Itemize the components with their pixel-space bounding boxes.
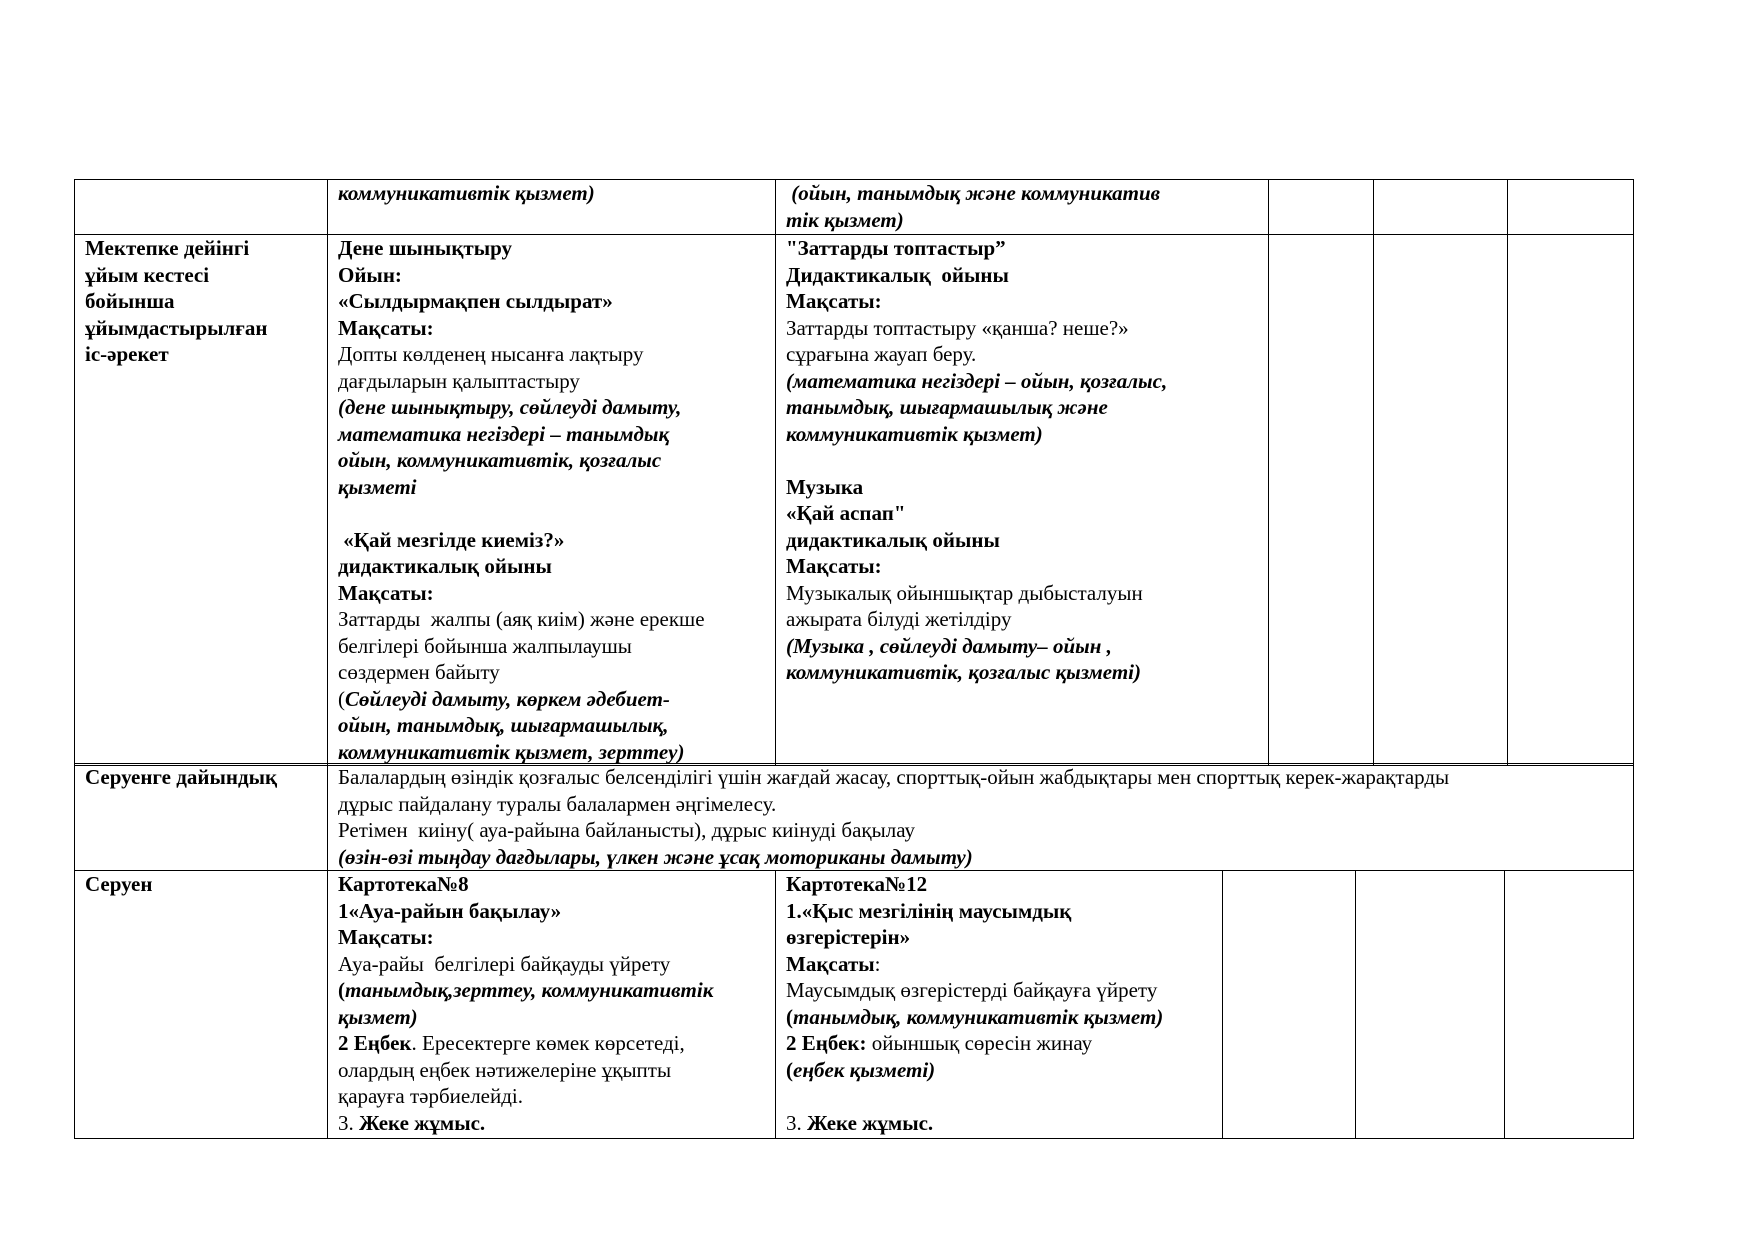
- empty-cell: [1374, 180, 1508, 235]
- paren-open: (: [338, 978, 345, 1002]
- goal-text: Заттарды топтастыру «қанша? неше?»: [786, 315, 1129, 340]
- observation-title: өзгерістерін»: [786, 925, 911, 949]
- goal-label: Мақсаты:: [338, 315, 434, 340]
- areas-text: коммуникативтік қызмет): [786, 421, 1043, 446]
- areas-text: (дене шынықтыру, сөйлеуді дамыту,: [338, 395, 682, 419]
- areas-text: математика негіздері – танымдық: [338, 421, 670, 446]
- empty-cell: [1508, 180, 1634, 235]
- goal-text: Заттарды жалпы (аяқ киім) және ерекше: [338, 607, 705, 631]
- plan-table-walk: [74, 870, 1634, 1139]
- game-name: «Қай аспап": [786, 501, 906, 525]
- game-name: "Заттарды топтастыр”: [786, 236, 1006, 260]
- plan-table-top: [74, 179, 1634, 766]
- areas-text: (математика негіздері – ойын, қозғалыс,: [786, 368, 1168, 393]
- cell-walk-col3: [776, 871, 1223, 1139]
- empty-cell: [1374, 235, 1508, 766]
- individual-work-label: Жеке жұмыс.: [359, 1110, 486, 1135]
- areas-text: коммуникативтік қызмет, зерттеу): [338, 739, 685, 764]
- spacer: [786, 447, 1258, 474]
- areas-text: коммуникативтік, қозғалыс қызметі): [786, 660, 1142, 684]
- empty-cell: [1269, 235, 1374, 766]
- table-row-org-activity: [75, 235, 1634, 766]
- areas-text-line-1: (ойын, танымдық және коммуникатив: [786, 181, 1161, 205]
- paren-open: (: [786, 1057, 793, 1082]
- labor-text: олардың еңбек нәтижелеріне ұқыпты: [338, 1057, 672, 1082]
- labor-label: 2 Еңбек:: [786, 1031, 867, 1055]
- row-header-walk: [75, 871, 328, 1139]
- game-type: Дидактикалық ойыны: [786, 262, 1009, 287]
- spacer: [338, 500, 765, 527]
- game-type: дидактикалық ойыны: [338, 554, 552, 578]
- observation-title: 1«Ауа-райын бақылау»: [338, 898, 562, 923]
- empty-cell: [1505, 871, 1634, 1139]
- labor-label: 2 Еңбек: [338, 1031, 412, 1055]
- paren-open: (: [786, 1004, 793, 1029]
- empty-cell: [1269, 180, 1374, 235]
- row-header-walk-prep: [75, 764, 328, 871]
- row-header-line: бойынша: [85, 289, 175, 313]
- card-number: Картотека№12: [786, 872, 928, 896]
- empty-cell: [1356, 871, 1505, 1139]
- row-header-line: ұйымдастырылған: [85, 315, 268, 340]
- row-header-line: Мектепке дейінгі: [85, 236, 250, 260]
- observation-title: 1.«Қыс мезгілінің маусымдық: [786, 898, 1072, 923]
- empty-cell: [1223, 871, 1356, 1139]
- goal-text: Музыкалық ойыншықтар дыбысталуын: [786, 580, 1143, 605]
- areas-text: (өзін-өзі тыңдау дағдылары, үлкен және ұсақ моториканы дамыту): [338, 844, 973, 869]
- labor-text: . Ересектерге көмек көрсетеді,: [411, 1031, 685, 1055]
- areas-text: (Музыка , сөйлеуді дамыту– ойын ,: [786, 633, 1112, 658]
- cell-org-activity-col2: [328, 235, 776, 766]
- list-number: 3.: [786, 1110, 807, 1135]
- goal-label: Мақсаты:: [338, 925, 434, 949]
- areas-text-line-2: тік қызмет): [786, 207, 904, 232]
- row-header-text: Серуен: [85, 872, 153, 896]
- areas-text: ойын, танымдық, шығармашылық,: [338, 713, 669, 737]
- individual-work-label: Жеке жұмыс.: [807, 1110, 934, 1135]
- row-header-line: іс-әрекет: [85, 342, 169, 366]
- table-row-continuation: [75, 180, 1634, 235]
- game-type: дидактикалық ойыны: [786, 527, 1000, 552]
- table-row-walk-prep: [75, 764, 1634, 871]
- goal-label: Мақсаты:: [338, 580, 434, 605]
- goal-colon: :: [874, 951, 881, 976]
- goal-text: сұрағына жауап беру.: [786, 342, 977, 366]
- card-number: Картотека№8: [338, 872, 469, 896]
- subject-title: Музыка: [786, 474, 864, 499]
- areas-text: танымдық,зерттеу, коммуникативтік: [345, 978, 714, 1002]
- areas-text: қызметі: [338, 474, 417, 499]
- goal-label: Мақсаты:: [786, 289, 882, 313]
- row-header-line: ұйым кестесі: [85, 262, 210, 287]
- goal-text: белгілері бойынша жалпылаушы: [338, 633, 632, 658]
- areas-text: қызмет): [338, 1004, 418, 1029]
- row-header-empty: [75, 180, 328, 235]
- cell-org-activity-col3: [776, 235, 1269, 766]
- goal-label: Мақсаты: [786, 951, 875, 976]
- areas-text: Сөйлеуді дамыту, көркем әдебиет-: [345, 686, 670, 711]
- cell-walk-col2: [328, 871, 776, 1139]
- areas-text: ойын, коммуникативтік, қозғалыс: [338, 448, 662, 472]
- walk-prep-text: Ретімен киіну( ауа-райына байланысты), дұрыс киінуді бақылау: [338, 818, 915, 842]
- areas-text: танымдық, шығармашылық және: [786, 395, 1108, 419]
- labor-text: ойыншық сөресін жинау: [866, 1031, 1093, 1055]
- areas-text: коммуникативтік қызмет): [338, 181, 595, 205]
- labor-text: қарауға тәрбиелейді.: [338, 1084, 524, 1108]
- goal-text: Маусымдық өзгерістерді байқауға үйрету: [786, 978, 1158, 1002]
- table-row-walk: [75, 871, 1634, 1139]
- plan-table-walk-prep: [74, 763, 1634, 871]
- row-header-text: Серуенге дайындық: [85, 765, 278, 789]
- cell-continuation-col2: [328, 180, 776, 235]
- game-name: «Қай мезгілде киеміз?»: [338, 527, 565, 552]
- cell-walk-prep: [328, 764, 1634, 871]
- game-name: «Сылдырмақпен сылдырат»: [338, 289, 613, 313]
- row-header-org-activity: [75, 235, 328, 766]
- walk-prep-text: дұрыс пайдалану туралы балалармен әңгімелесу.: [338, 791, 777, 816]
- goal-text: дағдыларын қалыптастыру: [338, 368, 580, 393]
- areas-text: танымдық, коммуникативтік қызмет): [793, 1004, 1164, 1029]
- goal-label: Мақсаты:: [786, 554, 882, 578]
- cell-continuation-col3: [776, 180, 1269, 235]
- subject-title: Дене шынықтыру: [338, 236, 513, 260]
- spacer: [786, 1083, 1212, 1110]
- walk-prep-text: Балалардың өзіндік қозғалыс белсенділігі үшін жағдай жасау, спорттық-ойын жабдықтары мен спорттық керек-жарақтарды: [338, 765, 1450, 789]
- areas-text: еңбек қызметі): [793, 1057, 936, 1082]
- game-label: Ойын:: [338, 262, 402, 287]
- goal-text: ажырата білуді жетілдіру: [786, 607, 1012, 631]
- paren-open: (: [338, 686, 345, 711]
- empty-cell: [1508, 235, 1634, 766]
- goal-text: сөздермен байыту: [338, 660, 500, 684]
- goal-text: Допты көлденең нысанға лақтыру: [338, 342, 644, 366]
- goal-text: Ауа-райы белгілері байқауды үйрету: [338, 951, 671, 976]
- list-number: 3.: [338, 1110, 359, 1135]
